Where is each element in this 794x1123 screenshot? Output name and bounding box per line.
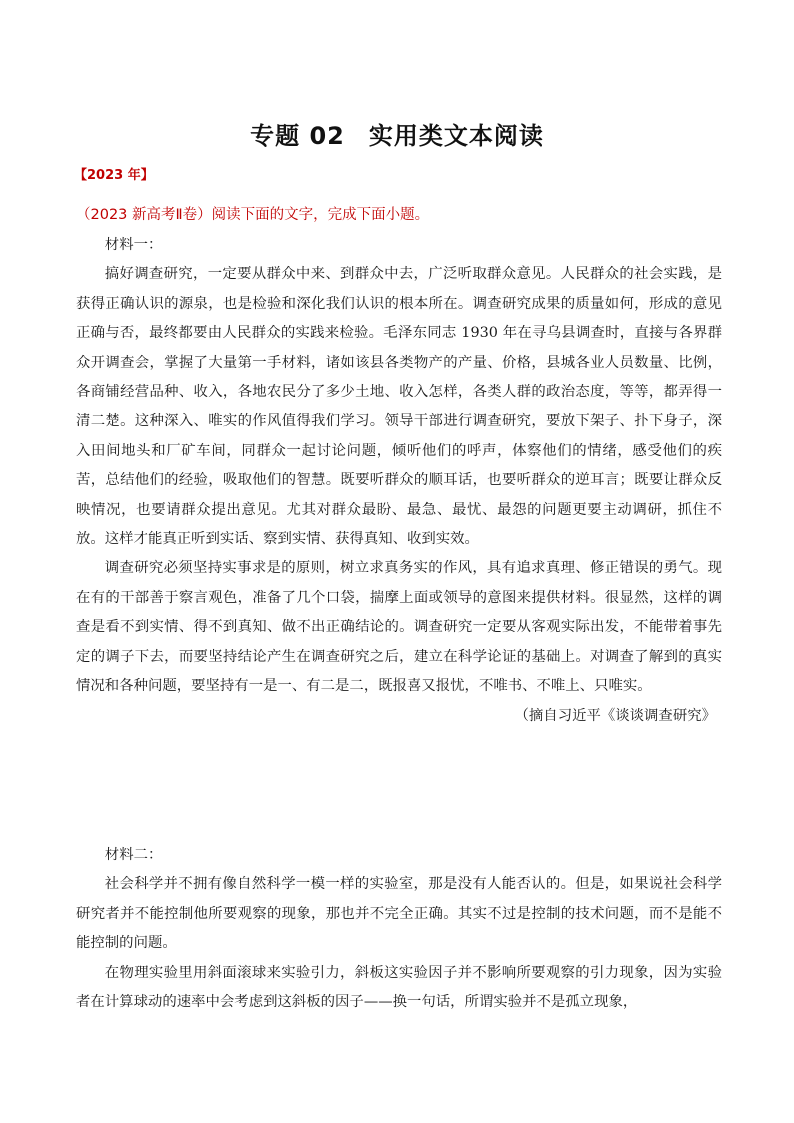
material-two-paragraph-2: 在物理实验里用斜面滚球来实验引力，斜板这实验因子并不影响所要观察的引力现象，因为实验者在计算球动的速率中会考虑到这斜板的因子——换一句话，所谓实验并不是孤立现象， (76, 964, 722, 1011)
material-two (76, 841, 722, 1017)
material-one (76, 231, 722, 731)
material-one-paragraph-1: 搞好调查研究，一定要从群众中来、到群众中去，广泛听取群众意见。人民群众的社会实践，是获得正确认识的源泉，也是检验和深化我们认识的根本所在。调查研究成果的质量如何，形成的意见正确与否，最终都要由人民群众的实践来检验。毛泽东同志 1930 年在寻乌县调查时，直接与各界群众开调查会，掌握了大量第一手材料，诸如该县各类物产的产量、价格，县城各业人员数量、比例，各商铺经营品种、收入，各地农民分了多少土地、收入怎样，各类人群的政治态度，等等，都弄得一清二楚。这种深入、唯实的作风值得我们学习。领导干部进行调查研究，要放下架子、扑下身子，深入田间地头和厂矿车间，同群众一起讨论问题，倾听他们的呼声，体察他们的情绪，感受他们的疾苦，总结他们的经验，吸取他们的智慧。既要听群众的顺耳话，也要听群众的逆耳言；既要让群众反映情况，也要请群众提出意见。尤其对群众最盼、最急、最忧、最怨的问题更要主动调研，抓住不放。这样才能真正听到实话、察到实情、获得真知、收到实效。 (76, 266, 722, 548)
year-tag: 【2023 年】 (74, 168, 154, 183)
material-two-label: 材料二： (104, 847, 163, 863)
question-intro: （2023 新高考Ⅱ卷）阅读下面的文字，完成下面小题。 (76, 207, 430, 223)
material-one-label: 材料一： (104, 237, 163, 253)
material-one-attribution: （摘自习近平《谈谈调查研究》 (514, 707, 716, 724)
material-two-paragraph-1: 社会科学并不拥有像自然科学一模一样的实验室，那是没有人能否认的。但是，如果说社会科学研究者并不能控制他所要观察的现象，那也并不完全正确。其实不过是控制的技术问题，而不是能不能控制的问题。 (76, 876, 722, 952)
topic-number: 专题 02 (250, 122, 345, 150)
page-title (0, 116, 794, 151)
topic-name: 实用类文本阅读 (368, 122, 544, 150)
material-one-paragraph-2: 调查研究必须坚持实事求是的原则，树立求真务实的作风，具有追求真理、修正错误的勇气。现在有的干部善于察言观色，准备了几个口袋，揣摩上面或领导的意图来提供材料。很显然，这样的调查是看不到实情、得不到真知、做不出正确结论的。调查研究一定要从客观实际出发，不能带着事先定的调子下去，而要坚持结论产生在调查研究之后，建立在科学论证的基础上。对调查了解到的真实情况和各种问题，要坚持有一是一、有二是二，既报喜又报忧，不唯书、不唯上、只唯实。 (76, 560, 722, 695)
